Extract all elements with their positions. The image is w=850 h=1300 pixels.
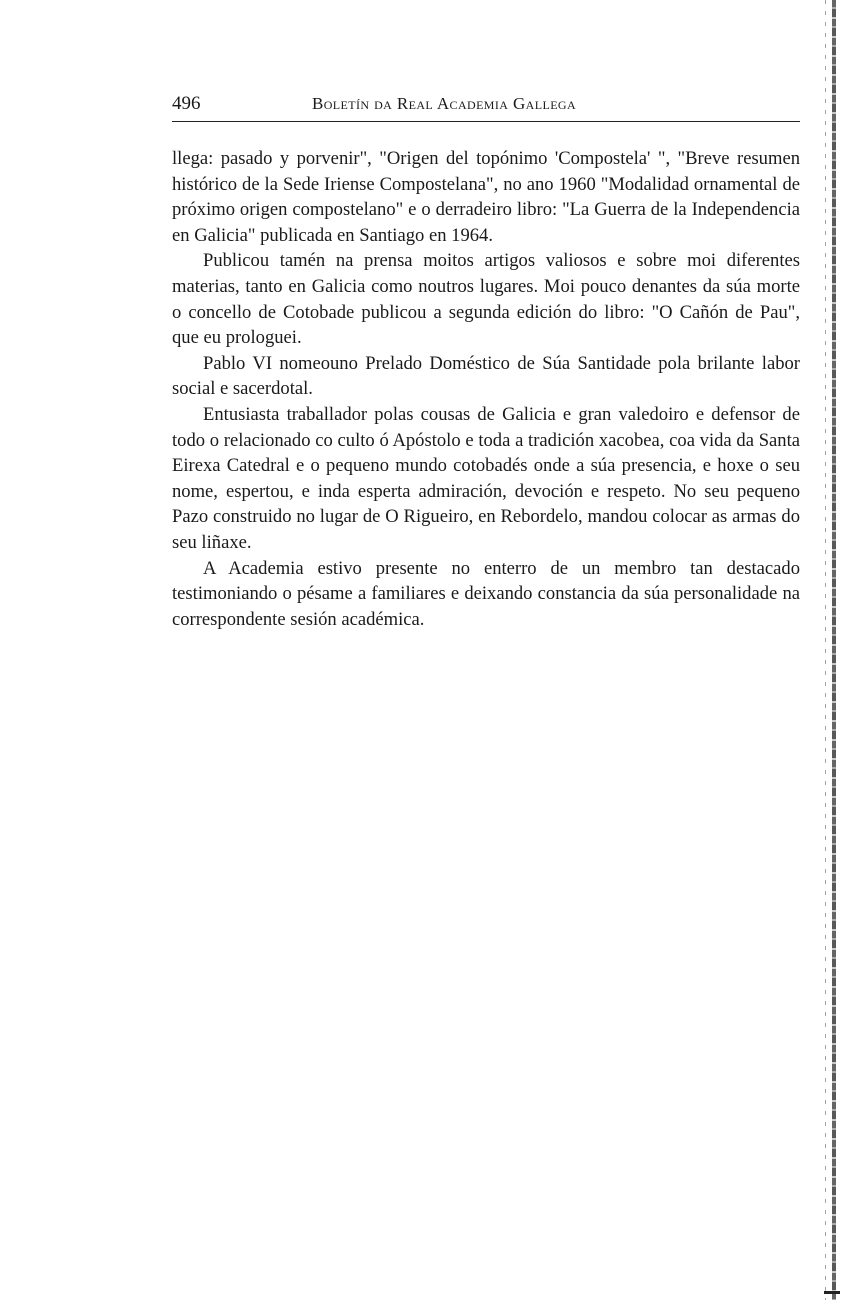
paragraph: llega: pasado y porvenir", "Origen del topónimo 'Compostela' ", "Breve resumen histórico de la Sede Iriense Compostelana", no ano 1960 "Modalidad ornamental de próximo origen compostelano" e o derradeiro libro: "La Guerra de la Independencia en Galicia" publicada en Santiago en 1964. [172, 148, 800, 246]
paragraph: A Academia estivo presente no enterro de un membro tan destacado testimoniando o pésame a familiares e deixando constancia da súa personalidade na correspondente sesión académica. [172, 557, 800, 630]
running-head: Boletín da Real Academia Gallega [312, 94, 577, 113]
paragraph: Pablo VI nomeouno Prelado Doméstico de Súa Santidade pola brilante labor social e sacerdotal. [172, 352, 800, 400]
paragraph: Entusiasta traballador polas cousas de Galicia e gran valedoiro e defensor de todo o relacionado co culto ó Apóstolo e toda a tradición xacobea, coa vida da Santa Eirexa Catedral e o pequeno mundo cotobadés onde a súa presencia, e hoxe o seu nome, espertou, e inda esperta admiración, devoción e respeto. No seu pequeno Pazo construido no lugar de O Rigueiro, en Rebordelo, mandou colocar as armas do seu liñaxe. [172, 403, 800, 553]
page-number: 496 [172, 93, 201, 114]
page-header [172, 93, 800, 117]
paragraph: Publicou tamén na prensa moitos artigos valiosos e sobre moi diferentes materias, tanto en Galicia como noutros lugares. Moi pouco denantes da súa morte o concello de Cotobade publicou a segunda edición do libro: "O Cañón de Pau", que eu prologuei. [172, 250, 800, 349]
scan-page-edge [832, 0, 836, 1300]
body-text [172, 146, 800, 632]
scan-corner-mark [824, 1291, 840, 1294]
header-rule [172, 121, 800, 122]
scan-edge-shadow [825, 0, 826, 1300]
